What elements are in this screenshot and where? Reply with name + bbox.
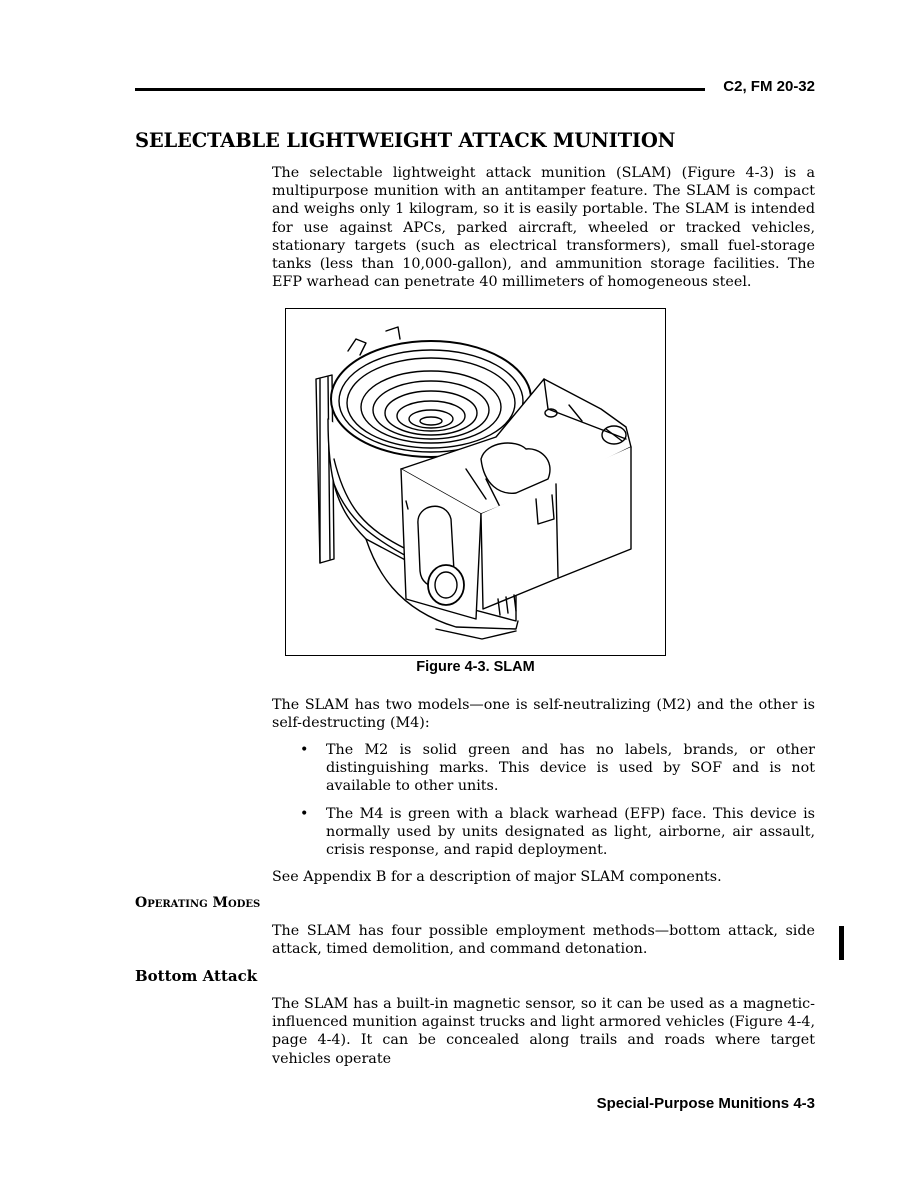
bullet-dot-icon: • (300, 805, 309, 822)
figure-slam (285, 308, 666, 656)
appendix-note: See Appendix B for a description of major SLAM components. (272, 869, 722, 885)
operating-modes-heading: Operating Modes (135, 895, 261, 911)
section-title: SELECTABLE LIGHTWEIGHT ATTACK MUNITION (135, 129, 676, 152)
document-id: C2, FM 20-32 (723, 78, 815, 95)
models-list (300, 741, 815, 868)
change-bar (839, 926, 844, 960)
list-item-text: The M4 is green with a black warhead (EFP) face. This device is normally used by units designated as light, airborne, air assault, crisis response, and rapid deployment. (326, 805, 815, 859)
operating-modes-paragraph: The SLAM has four possible employment methods—bottom attack, side attack, timed demolition, and command detonation. (272, 923, 815, 958)
list-item (300, 805, 815, 860)
list-item-text: The M2 is solid green and has no labels, brands, or other distinguishing marks. This device is used by SOF and is not available to other units. (326, 742, 815, 795)
intro-paragraph: The selectable lightweight attack munition (SLAM) (Figure 4-3) is a multipurpose munition with an antitamper feature. The SLAM is compact and weighs only 1 kilogram, so it is easily portable. The SLAM is intended for use against APCs, parked aircraft, wheeled or tracked vehicles, stationary targets (such as electrical transformers), small fuel-storage tanks (less than 10,000-gallon), and ammunition storage facilities. The EFP warhead can penetrate 40 millimeters of homogeneous steel. (272, 165, 815, 291)
figure-caption: Figure 4-3. SLAM (416, 659, 535, 675)
page-footer: Special-Purpose Munitions 4-3 (596, 1095, 815, 1112)
bullet-dot-icon: • (300, 742, 309, 758)
slam-illustration (286, 309, 665, 655)
models-intro: The SLAM has two models—one is self-neutralizing (M2) and the other is self-destructing (M4): (272, 697, 815, 732)
header-rule (135, 88, 705, 91)
bottom-attack-heading: Bottom Attack (135, 967, 258, 985)
bottom-attack-paragraph: The SLAM has a built-in magnetic sensor, so it can be used as a magnetic-influenced munition against trucks and light armored vehicles (Figure 4-4, page 4-4). It can be concealed along trails and roads where target vehicles operate (272, 996, 815, 1067)
list-item (300, 741, 815, 796)
